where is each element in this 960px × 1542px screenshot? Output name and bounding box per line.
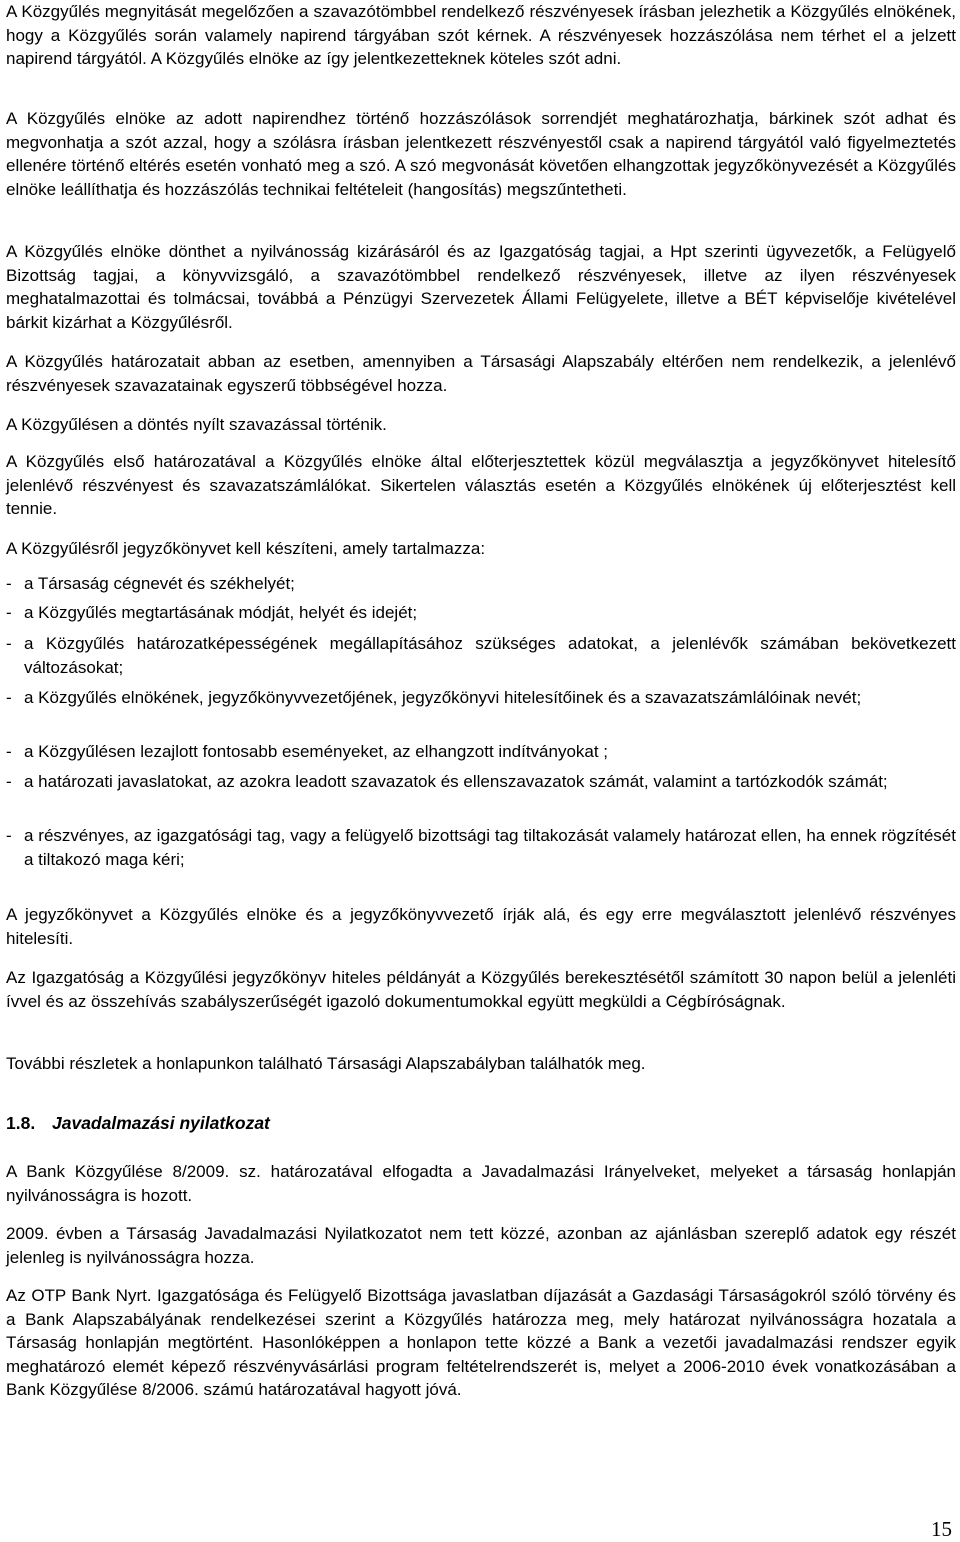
- list-item-text: a Közgyűlésen lezajlott fontosabb eseményeket, az elhangzott indítványokat ;: [24, 742, 609, 761]
- paragraph-court-submission: Az Igazgatóság a Közgyűlési jegyzőkönyv hiteles példányát a Közgyűlés berekesztésétől számított 30 napon belül a jelenléti ívvel és az összehívás szabályszerűségét igazoló dokumentumokkal együtt megküldi a Cégbíróságnak.: [6, 968, 956, 1011]
- paragraph-board-remuneration: Az OTP Bank Nyrt. Igazgatósága és Felügyelő Bizottsága javaslatban díjazását a Gazdasági Társaságokról szóló törvény és a Bank Alapszabályának rendelkezései szerint a Közgyűlés határozza meg, mely határozat nyilvánosságra hozatala a Társaság honlapján megtörtént. Hasonlóképpen a honlapon tette közzé a Bank a vezetői javadalmazási rendszer egyik meghatározó elemét képező részvényvásárlási program feltételrendszerét is, melyet a 2006-2010 évek vonatkozásában a Bank Közgyűlése 8/2006. számú határozatával hagyott jóvá.: [6, 1286, 956, 1399]
- list-dash: -: [6, 688, 12, 707]
- paragraph-remuneration-guidelines: A Bank Közgyűlése 8/2009. sz. határozatával elfogadta a Javadalmazási Irányelveket, melyeket a társaság honlapján nyilvánosságra is hozott.: [6, 1162, 956, 1205]
- paragraph-minutes-intro: A Közgyűlésről jegyzőkönyvet kell készíteni, amely tartalmazza:: [6, 539, 486, 558]
- paragraph-remuneration-statement: 2009. évben a Társaság Javadalmazási Nyilatkozatot nem tett közzé, azonban az ajánlásban szereplő adatok egy részét jelenleg is nyilvánosságra hozza.: [6, 1224, 956, 1267]
- list-item: [6, 770, 956, 794]
- list-item-text: a Közgyűlés határozatképességének megállapításához szükséges adatokat, a jelenlévők számában bekövetkezett változásokat;: [24, 634, 956, 677]
- list-dash: -: [6, 742, 12, 761]
- list-dash: -: [6, 574, 12, 593]
- list-item-text: a részvényes, az igazgatósági tag, vagy a felügyelő bizottsági tag tiltakozását valamely határozat ellen, ha ennek rögzítését a tiltakozó maga kéri;: [24, 826, 956, 869]
- section-number: 1.8.: [6, 1113, 36, 1133]
- paragraph-further-details: További részletek a honlapunkon található Társasági Alapszabályban találhatók meg.: [6, 1054, 646, 1073]
- list-dash: -: [6, 826, 12, 845]
- list-item-text: a Társaság cégnevét és székhelyét;: [24, 574, 295, 593]
- paragraph-speaking-requests: A Közgyűlés megnyitását megelőzően a szavazótömbbel rendelkező részvényesek írásban jelezhetik a Közgyűlés elnökének, hogy a Közgyűlés során valamely napirend tárgyában szót kérnek. A részvényesek hozzászólása nem térhet el a jelzett napirend tárgyától. A Közgyűlés elnöke az így jelentkezetteknek köteles szót adni.: [6, 2, 956, 68]
- list-item-text: a Közgyűlés megtartásának módját, helyét és idejét;: [24, 603, 418, 622]
- list-item-text: a Közgyűlés elnökének, jegyzőkönyvvezetőjének, jegyzőkönyvi hitelesítőinek és a szavazatszámlálóinak nevét;: [24, 688, 862, 707]
- paragraph-speaking-order: A Közgyűlés elnöke az adott napirendhez történő hozzászólások sorrendjét meghatározhatja, bárkinek szót adhat és megvonhatja a szót azzal, hogy a szólásra írásban jelentkezett részvényestől csak a napirend tárgyától való figyelmeztetés ellenére történő eltérés esetén vonható meg a szó. A szó megvonását követően elhangzottak jegyzőkönyvezését a Közgyűlés elnöke leállíthatja és hozzászólás technikai feltételeit (hangosítás) megszűntetheti.: [6, 109, 956, 199]
- section-title: Javadalmazási nyilatkozat: [52, 1113, 270, 1133]
- list-item: [6, 686, 956, 710]
- paragraph-exclusion-of-public: A Közgyűlés elnöke dönthet a nyilvánosság kizárásáról és az Igazgatóság tagjai, a Hpt szerinti ügyvezetők, a Felügyelő Bizottság tagjai, a könyvvizsgáló, a szavazótömbbel rendelkező részvényesek, illetve az ilyen részvényesek meghatalmazottai és tolmácsai, továbbá a Pénzügyi Szervezetek Állami Felügyelete, illetve a BÉT képviselője kivételével bárkit kizárhat a Közgyűlésről.: [6, 242, 956, 332]
- paragraph-first-resolution: A Közgyűlés első határozatával a Közgyűlés elnöke által előterjesztettek közül megválasztja a jegyzőkönyvet hitelesítő jelenlévő részvényest és szavazatszámlálókat. Sikertelen választás esetén a Közgyűlés elnökének új előterjesztést kell tennie.: [6, 452, 956, 518]
- list-dash: -: [6, 603, 12, 622]
- paragraph-minutes-signing: A jegyzőkönyvet a Közgyűlés elnöke és a jegyzőkönyvvezető írják alá, és egy erre megválasztott jelenlévő részvényes hitelesíti.: [6, 905, 956, 948]
- page-number: 15: [931, 1517, 952, 1541]
- section-heading: [6, 1112, 956, 1135]
- list-item: [6, 601, 956, 625]
- list-dash: -: [6, 772, 12, 791]
- list-dash: -: [6, 634, 12, 653]
- paragraph-resolutions: A Közgyűlés határozatait abban az esetben, amennyiben a Társasági Alapszabály eltérően nem rendelkezik, a jelenlévő részvényesek szavazatainak egyszerű többségével hozza.: [6, 352, 956, 395]
- list-item: [6, 740, 956, 764]
- list-item: [6, 572, 956, 596]
- paragraph-open-voting: A Közgyűlésen a döntés nyílt szavazással történik.: [6, 415, 387, 434]
- list-item-text: a határozati javaslatokat, az azokra leadott szavazatok és ellenszavazatok számát, valamint a tartózkodók számát;: [24, 772, 888, 791]
- list-item: [6, 824, 956, 871]
- list-item: [6, 632, 956, 679]
